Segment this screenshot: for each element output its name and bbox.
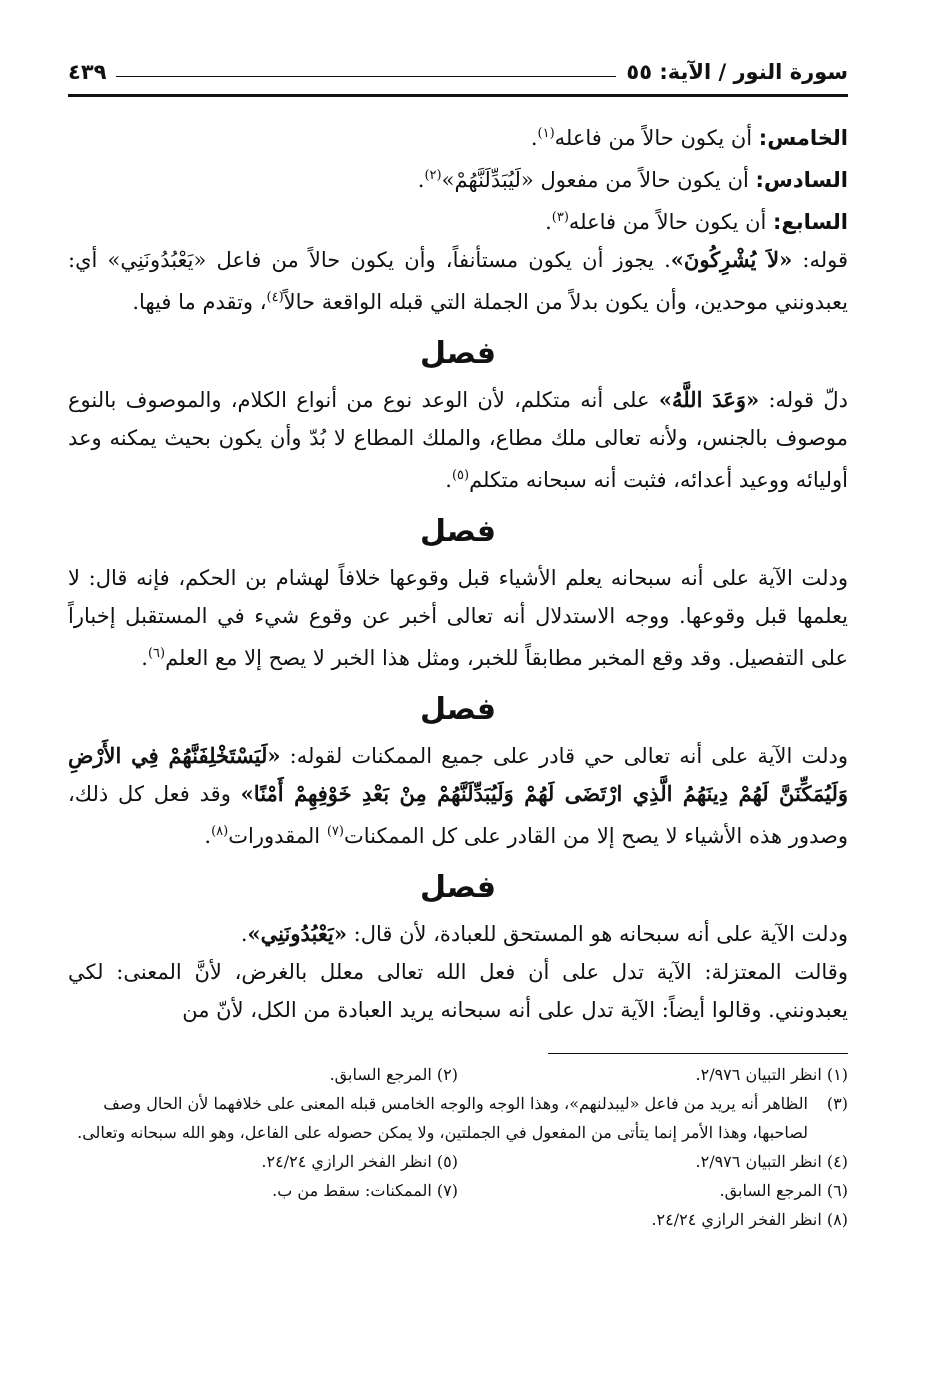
footnote-ref-8[interactable]: (٨) xyxy=(211,824,229,839)
footnote-text: انظر التبيان ٢/٩٧٦. xyxy=(695,1065,822,1084)
section-title-2: فصل xyxy=(420,514,496,549)
text-sixth: أن يكون حالاً من مفعول «لَيُبَدِّلَنَّهُمْ» xyxy=(441,168,756,192)
footnote-1 xyxy=(458,1060,848,1089)
footnote-row-6-7 xyxy=(68,1176,848,1205)
header-rule xyxy=(116,76,616,77)
footnote-4 xyxy=(458,1147,848,1176)
footnote-ref-4[interactable]: (٤) xyxy=(266,290,284,305)
quran-quote-waada: «وَعَدَ اللَّهُ» xyxy=(658,387,760,412)
paragraph-mutazila: وقالت المعتزلة: الآية تدل على أن فعل الله تعالى معلل بالغرض، لأنَّ المعنى: لكي يعبدونني. وقالوا أيضاً: الآية تدل على أنه سبحانه يريد العبادة من الكل، لأنّ من xyxy=(68,960,848,1022)
text-yushrikun-end: ، وتقدم ما فيها. xyxy=(132,290,267,314)
header-surah: سورة النور / الآية: ٥٥ xyxy=(626,60,848,84)
text-fifth: أن يكون حالاً من فاعله xyxy=(554,126,759,150)
end-sixth: . xyxy=(417,168,425,192)
text-s3-end: . xyxy=(204,824,212,848)
running-header xyxy=(68,52,848,92)
text-qawluhu: قوله: xyxy=(792,248,848,272)
footnote-number: (٢) xyxy=(436,1065,458,1084)
paragraph-section-2 xyxy=(68,559,848,677)
footnote-8 xyxy=(458,1205,848,1234)
paragraph-section-1 xyxy=(68,381,848,499)
footnote-ref-6[interactable]: (٦) xyxy=(147,646,166,661)
paragraph-section-3 xyxy=(68,737,848,855)
footnote-text: الممكنات: سقط من ب. xyxy=(272,1181,432,1200)
footnote-text: انظر الفخر الرازي ٢٤/٢٤. xyxy=(261,1152,432,1171)
footnote-row-8 xyxy=(68,1205,848,1234)
footnote-ref-2[interactable]: (٢) xyxy=(424,168,442,183)
footnote-number: (٨) xyxy=(826,1210,848,1229)
quran-quote-yastakhlifannahum: «لَيَسْتَخْلِفَنَّهُمْ فِي الأَرْضِ وَلَيُمَكِّنَنَّ لَهُمْ دِينَهُمُ الَّذِي ارْتَضَى لَهُمْ وَلَيُبَدِّلَنَّهُمْ مِنْ بَعْدِ خَوْفِهِمْ أَمْنًا» xyxy=(68,743,848,806)
paragraph-yushrikun xyxy=(68,241,848,321)
footnote-row-1-2 xyxy=(68,1060,848,1089)
label-sixth: السادس: xyxy=(755,168,848,192)
footnote-number: (٦) xyxy=(826,1181,848,1200)
label-seventh: السابع: xyxy=(773,210,848,234)
footnote-number: (٣) xyxy=(826,1094,848,1113)
quran-quote-yushrikun: «لاَ يُشْرِكُونَ» xyxy=(670,247,793,272)
label-fifth: الخامس: xyxy=(758,126,848,150)
end-fifth: . xyxy=(530,126,538,150)
footnote-text: انظر الفخر الرازي ٢٤/٢٤. xyxy=(651,1210,822,1229)
main-text xyxy=(68,115,848,1029)
footnote-text: الظاهر أنه يريد من فاعل «ليبدلنهم»، وهذا الوجه والوجه الخامس قبله المعنى على خلافهما لأن الحال وصف لصاحبها، وهذا الأمر إنما يتأتى من المفعول في الجملتين، ولا يمكن حصوله على الفاعل، وهو الله سبحانه وتعالى. xyxy=(77,1094,808,1142)
section-title-3: فصل xyxy=(420,692,496,727)
footnote-separator xyxy=(548,1053,848,1054)
paragraph-sixth xyxy=(68,157,848,199)
text-yushrikun-body: . يجوز أن يكون مستأنفاً، وأن يكون حالاً من فاعل «يَعْبُدُونَنِي» أي: يعبدونني موحدين، وأن يكون بدلاً من الجملة التي قبله الواقعة حالاً xyxy=(68,248,848,314)
text-s1-body: على أنه متكلم، لأن الوعد نوع من أنواع الكلام، والموصوف بالنوع موصوف بالجنس، ولأنه تعالى ملك مطاع، والملك المطاع لا بُدّ وأن يكون بحيث يمكنه وعد أوليائه ووعيد أعدائه، فثبت أنه سبحانه متكلم xyxy=(68,388,848,492)
footnote-number: (٥) xyxy=(436,1152,458,1171)
text-s4-start: ودلت الآية على أنه سبحانه هو المستحق للعبادة، لأن قال: xyxy=(346,922,848,946)
text-s1-end: . xyxy=(445,468,452,492)
header-underline xyxy=(68,94,848,97)
section-title-4: فصل xyxy=(420,870,496,905)
footnote-row-4-5 xyxy=(68,1147,848,1176)
text-s3-maqdurat: المقدورات xyxy=(228,824,327,848)
footnote-number: (٧) xyxy=(436,1181,458,1200)
footnote-number: (٤) xyxy=(826,1152,848,1171)
footnote-ref-1[interactable]: (١) xyxy=(537,126,555,141)
text-s1-start: دلّ قوله: xyxy=(759,388,848,412)
paragraph-section-4 xyxy=(68,915,848,953)
footnotes xyxy=(68,1060,848,1234)
text-s2-body: ودلت الآية على أنه سبحانه يعلم الأشياء قبل وقوعها خلافاً لهشام بن الحكم، فإنه قال: لا يعلمها قبل وقوعها. ووجه الاستدلال أنه تعالى أخبر عن وقوع شيء في المستقبل إخباراً على التفصيل. وقد وقع المخبر مطابقاً للخبر، ومثل هذا الخبر لا يصح إلا مع العلم xyxy=(68,566,848,670)
footnote-6 xyxy=(458,1176,848,1205)
footnote-text: المرجع السابق. xyxy=(719,1181,822,1200)
section-title-1: فصل xyxy=(420,336,496,371)
end-seventh: . xyxy=(545,210,552,234)
footnote-5 xyxy=(68,1147,458,1176)
text-s2-end: . xyxy=(141,646,148,670)
book-page xyxy=(68,52,848,1234)
footnote-text: انظر التبيان ٢/٩٧٦. xyxy=(695,1152,822,1171)
text-s3-body: وقد فعل كل ذلك، وصدور هذه الأشياء لا يصح إلا من القادر على كل الممكنات xyxy=(68,782,848,848)
footnote-3 xyxy=(68,1089,848,1147)
footnote-ref-3[interactable]: (٣) xyxy=(551,210,569,225)
footnote-ref-5[interactable]: (٥) xyxy=(451,468,470,483)
footnote-7 xyxy=(68,1176,458,1205)
paragraph-seventh xyxy=(68,199,848,241)
footnote-ref-7[interactable]: (٧) xyxy=(326,824,344,839)
paragraph-fifth xyxy=(68,115,848,157)
footnote-2 xyxy=(68,1060,458,1089)
text-s4-end: . xyxy=(240,922,248,946)
page-number: ٤٣٩ xyxy=(68,60,107,84)
text-s3-start: ودلت الآية على أنه تعالى حي قادر على جميع الممكنات لقوله: xyxy=(280,744,849,768)
footnote-number: (١) xyxy=(826,1065,848,1084)
footnote-text: المرجع السابق. xyxy=(329,1065,432,1084)
text-seventh: أن يكون حالاً من فاعله xyxy=(568,210,774,234)
quran-quote-yabudunani: «يَعْبُدُونَنِي» xyxy=(247,921,347,946)
